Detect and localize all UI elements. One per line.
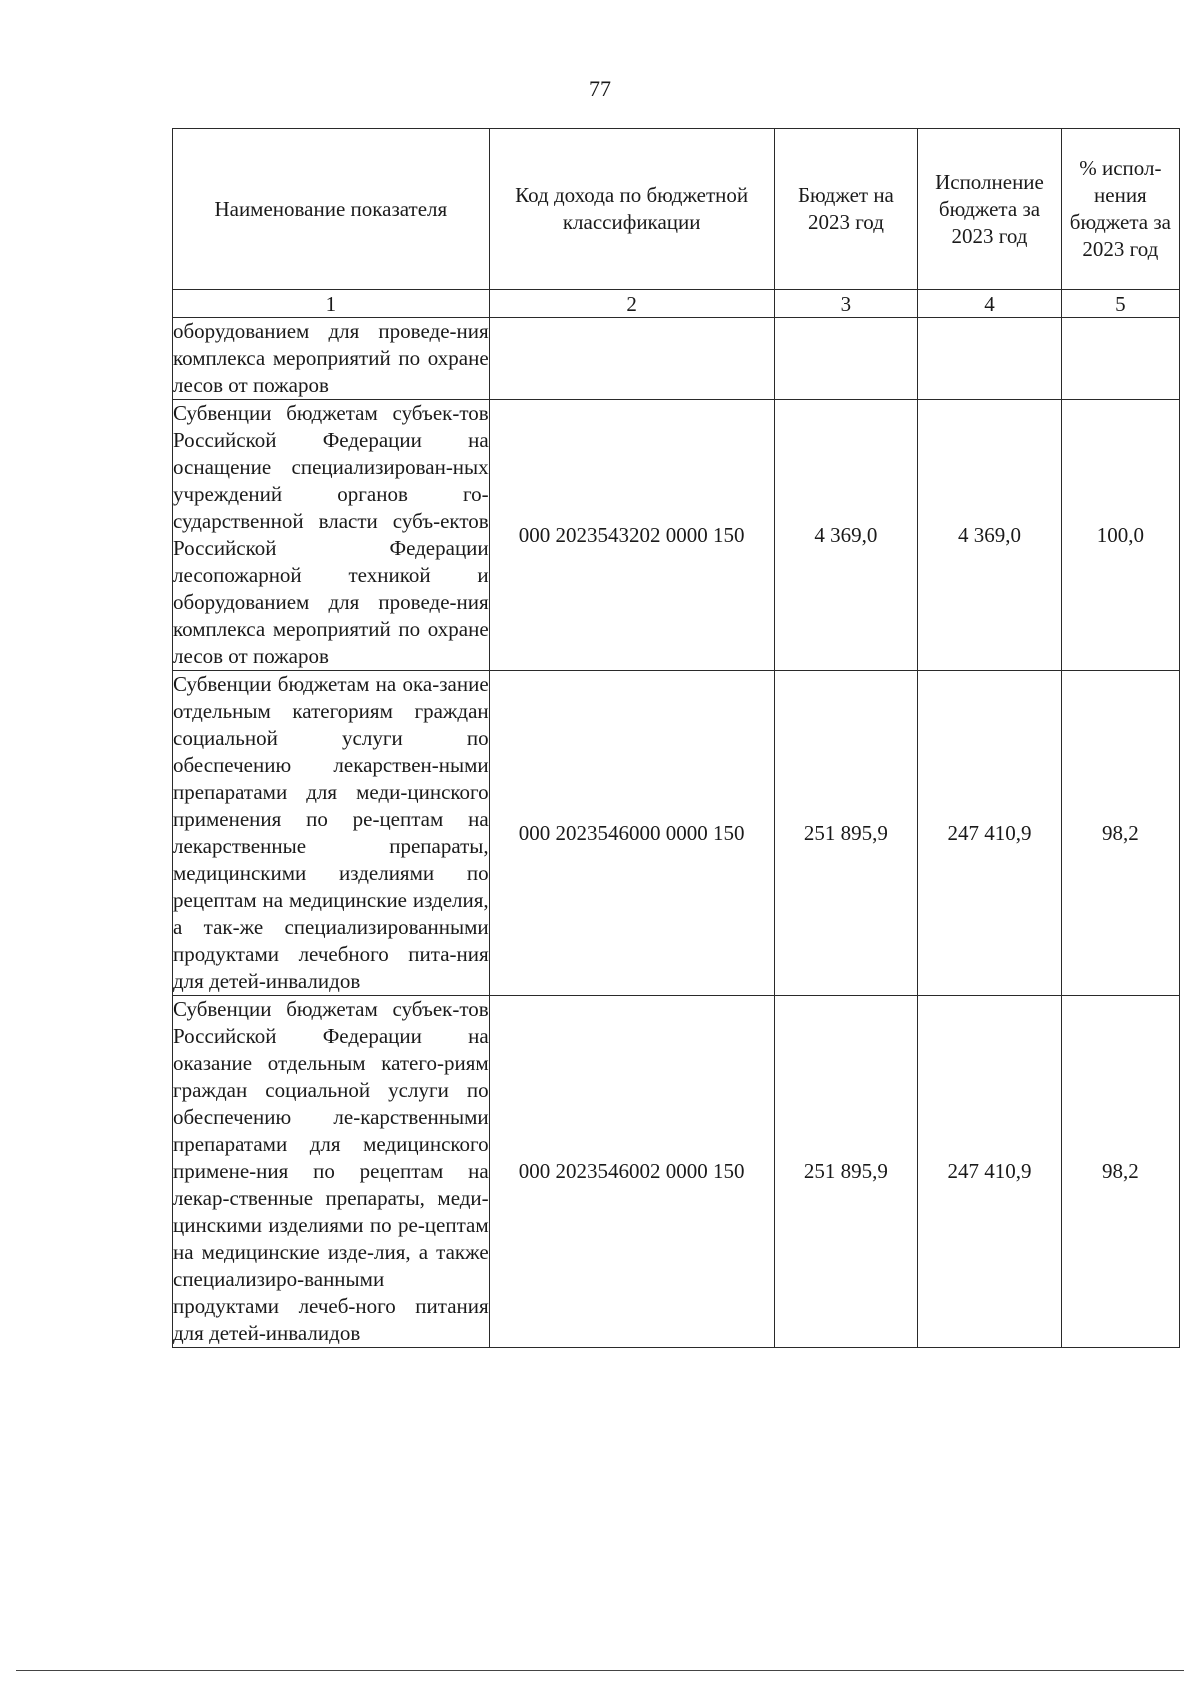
table-row	[173, 671, 1180, 996]
table-row	[173, 318, 1180, 400]
column-number: 5	[1061, 290, 1179, 318]
execution-value: 247 410,9	[918, 996, 1062, 1348]
column-number-row	[173, 290, 1180, 318]
execution-value	[918, 318, 1062, 400]
budget-value: 4 369,0	[774, 400, 918, 671]
header-income-code: Код дохода по бюджетной классификации	[489, 129, 774, 290]
table-row	[173, 996, 1180, 1348]
indicator-name: Субвенции бюджетам на ока-зание отдельным категориям граждан социальной услуги по обеспечению лекарствен-ными препаратами для меди-цинского применения по ре-цептам на лекарственные препараты, медицинскими изделиями по рецептам на медицинские изделия, а так-же специализированными продуктами лечебного пита-ния для детей-инвалидов	[173, 671, 490, 996]
column-number: 2	[489, 290, 774, 318]
percent-value: 100,0	[1061, 400, 1179, 671]
budget-table	[172, 128, 1180, 1348]
indicator-name: оборудованием для проведе-ния комплекса мероприятий по охране лесов от пожаров	[173, 318, 490, 400]
budget-value	[774, 318, 918, 400]
budget-value: 251 895,9	[774, 671, 918, 996]
indicator-name: Субвенции бюджетам субъек-тов Российской Федерации на оказание отдельным катего-риям граждан социальной услуги по обеспечению ле-карственными препаратами для медицинского примене-ния по рецептам на лекар-ственные препараты, меди-цинскими изделиями по ре-цептам на медицинские изде-лия, а также специализиро-ванными продуктами лечеб-ного питания для детей-инвалидов	[173, 996, 490, 1348]
indicator-name: Субвенции бюджетам субъек-тов Российской Федерации на оснащение специализирован-ных учреждений органов го-сударственной власти субъ-ектов Российской Федерации лесопожарной техникой и оборудованием для проведе-ния комплекса мероприятий по охране лесов от пожаров	[173, 400, 490, 671]
header-indicator-name: Наименование показателя	[173, 129, 490, 290]
income-code: 000 2023546002 0000 150	[489, 996, 774, 1348]
execution-value: 4 369,0	[918, 400, 1062, 671]
budget-value: 251 895,9	[774, 996, 918, 1348]
footer-divider	[16, 1670, 1184, 1671]
income-code: 000 2023546000 0000 150	[489, 671, 774, 996]
page-number: 77	[589, 76, 611, 101]
income-code	[489, 318, 774, 400]
column-number: 4	[918, 290, 1062, 318]
execution-value: 247 410,9	[918, 671, 1062, 996]
header-percent: % испол-нения бюджета за 2023 год	[1061, 129, 1179, 290]
header-budget: Бюджет на 2023 год	[774, 129, 918, 290]
percent-value: 98,2	[1061, 996, 1179, 1348]
percent-value	[1061, 318, 1179, 400]
header-execution: Исполнение бюджета за 2023 год	[918, 129, 1062, 290]
percent-value: 98,2	[1061, 671, 1179, 996]
income-code: 000 2023543202 0000 150	[489, 400, 774, 671]
table-row	[173, 400, 1180, 671]
column-number: 3	[774, 290, 918, 318]
column-number: 1	[173, 290, 490, 318]
header-row	[173, 129, 1180, 290]
